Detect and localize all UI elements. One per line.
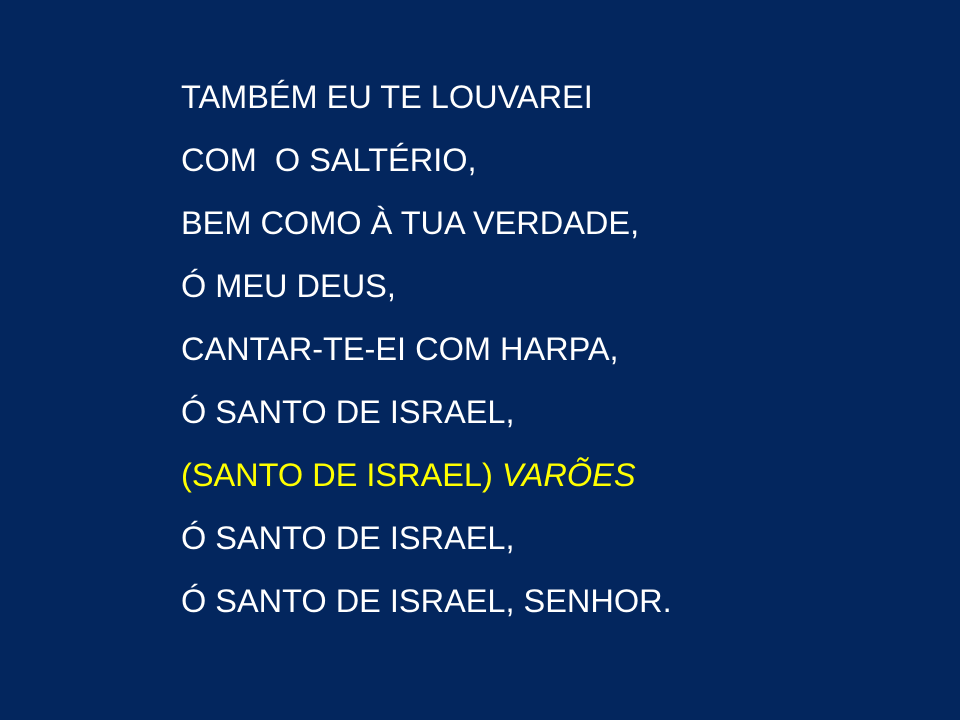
lyric-line-7-text: (SANTO DE ISRAEL) <box>181 457 502 493</box>
lyric-line-7-emphasis: VARÕES <box>501 457 636 493</box>
lyric-line-4: Ó MEU DEUS, <box>181 268 396 304</box>
lyric-line-5: CANTAR-TE-EI COM HARPA, <box>181 331 619 367</box>
lyric-line-6: Ó SANTO DE ISRAEL, <box>181 394 515 430</box>
lyric-line-9: Ó SANTO DE ISRAEL, SENHOR. <box>181 583 672 619</box>
lyrics-block <box>181 71 672 638</box>
lyric-line-3: BEM COMO À TUA VERDADE, <box>181 205 640 241</box>
lyric-line-1: TAMBÉM EU TE LOUVAREI <box>181 79 593 115</box>
lyric-line-2: COM O SALTÉRIO, <box>181 142 477 178</box>
lyric-line-7-highlighted <box>181 449 672 512</box>
lyric-line-8: Ó SANTO DE ISRAEL, <box>181 520 515 556</box>
